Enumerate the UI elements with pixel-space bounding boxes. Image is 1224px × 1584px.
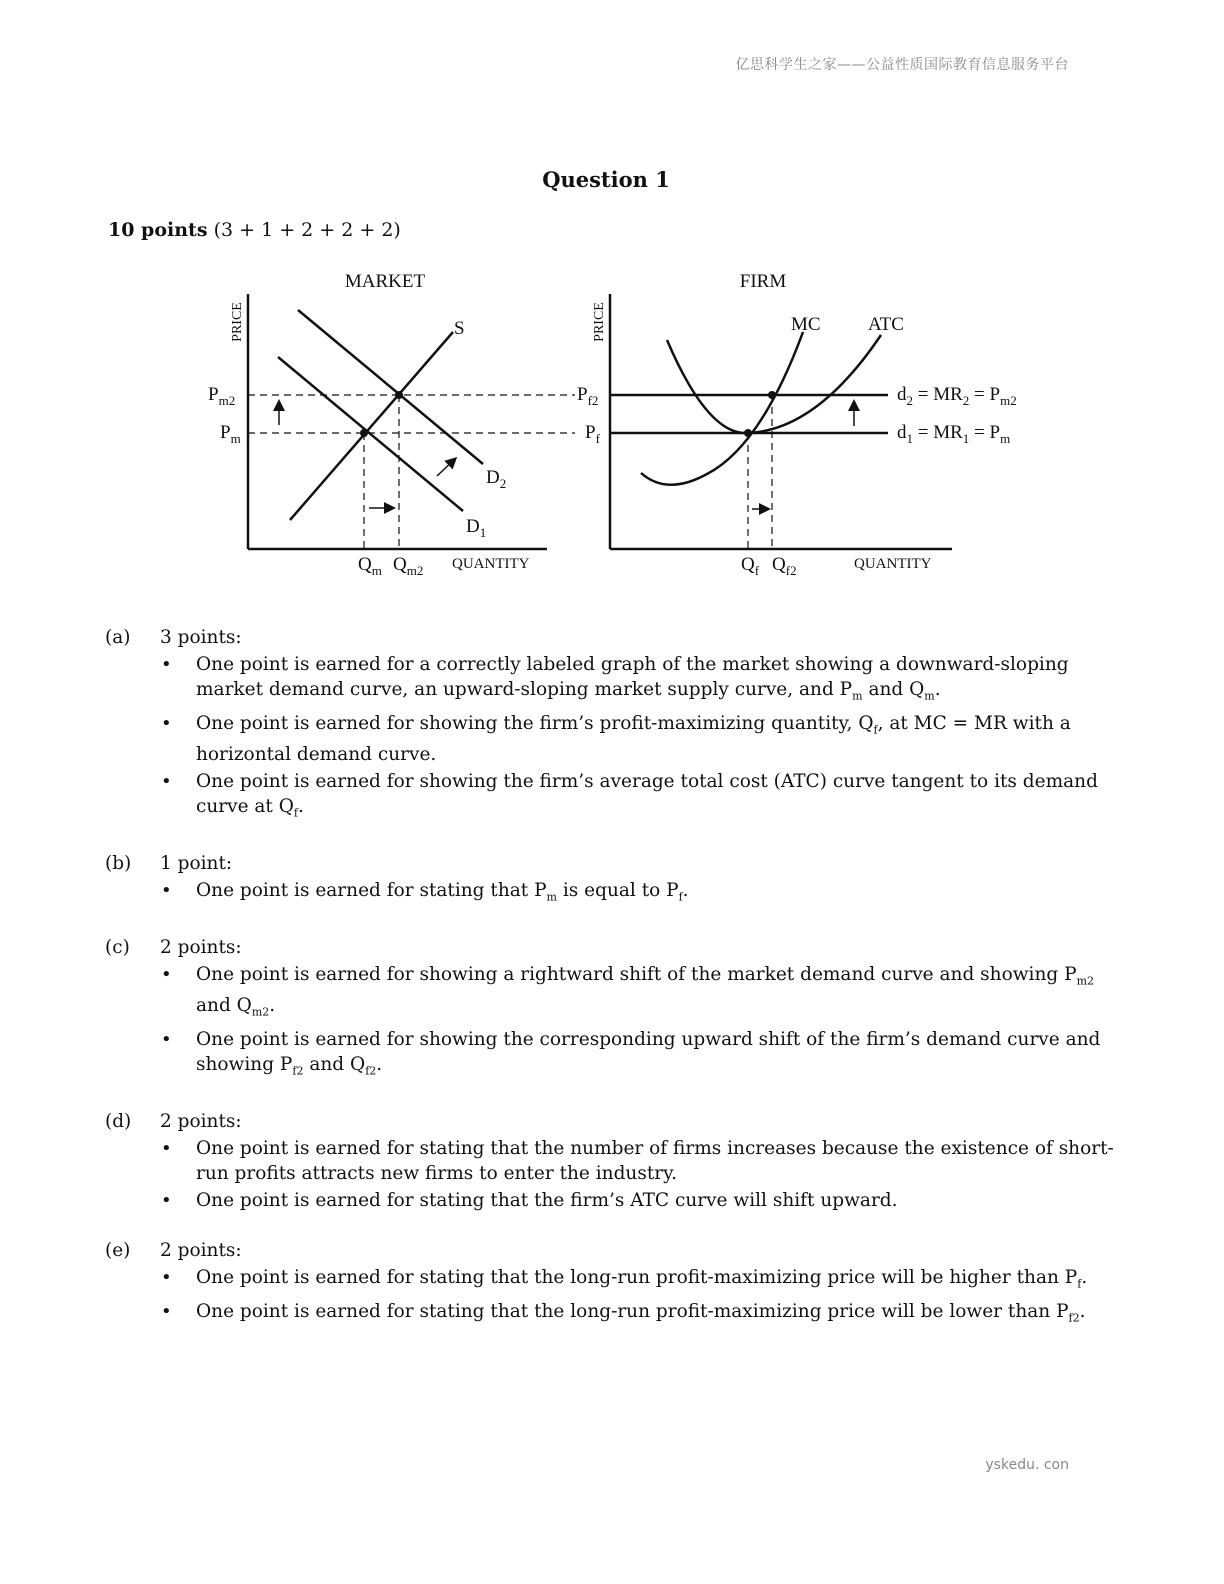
part-letter: (a) [105, 627, 131, 648]
part-letter: (e) [105, 1239, 131, 1261]
firm-pf2-label: $P_{f2}$ [577, 384, 599, 408]
bullet-item [105, 711, 1115, 768]
part-c [105, 935, 1115, 1084]
market-firm-figure [195, 260, 1075, 600]
bullet-text: is equal to P [556, 880, 679, 902]
firm-qf2-label: $Q_{f2}$ [772, 554, 797, 578]
market-pm-label: $P_m$ [220, 422, 241, 446]
subscript: f [1077, 1277, 1082, 1291]
firm-d2-label: $d_2 = MR_2 = P_{m2}$ [897, 384, 1017, 408]
market-qm-label: $Q_m$ [358, 554, 382, 578]
bullet-item [105, 1136, 1115, 1186]
site-header-text: 亿思科学生之家——公益性质国际教育信息服务平台 [735, 57, 1069, 73]
subscript: f [293, 807, 298, 821]
bullet-dot: • [161, 963, 172, 985]
firm-title: FIRM [739, 271, 787, 292]
bullet-dot: • [161, 654, 172, 675]
part-b [105, 851, 1115, 910]
market-demand-shift-arrow [437, 459, 455, 476]
bullet-text: One point is earned for stating that the number of firms increases because the existence of short-run profits attracts new firms to enter the industry. [196, 1137, 1114, 1184]
firm-eq-point-2 [768, 391, 776, 399]
bullet-dot: • [161, 1266, 172, 1288]
part-letter: (d) [105, 1110, 132, 1132]
firm-mc-curve [641, 332, 803, 485]
bullet-text: . [682, 880, 689, 902]
points-summary [108, 219, 401, 241]
bullet-text: One point is earned for stating that P [196, 880, 547, 902]
bullet-text: , at MC = MR with a horizontal demand curve. [196, 712, 1071, 766]
bullet-text: One point is earned for stating that the long-run profit-maximizing price will be lower than P [196, 1300, 1069, 1322]
bullet-list [105, 1136, 1115, 1213]
market-supply-curve [290, 332, 453, 520]
bullet-dot: • [161, 880, 172, 902]
bullet-dot: • [161, 712, 172, 734]
bullet-item [105, 1188, 1115, 1213]
bullet-list [105, 878, 1115, 910]
bullet-item [105, 1299, 1115, 1331]
part-points-heading: 2 points: [160, 1110, 242, 1132]
subscript: m [546, 890, 557, 904]
subscript: f [678, 890, 683, 904]
part-e [105, 1238, 1115, 1330]
part-points-heading: 2 points: [160, 1239, 242, 1261]
market-pm2-label: $P_{m2}$ [208, 384, 236, 408]
bullet-text: One point is earned for a correctly labeled graph of the market showing a downward-sloping market demand curve, an upward-sloping market supply curve, and P [196, 654, 1069, 700]
bullet-item [105, 1265, 1115, 1297]
bullet-text: and Q [862, 679, 925, 700]
market-eq-point-2 [395, 391, 403, 399]
market-d1-label: $D_1$ [466, 516, 487, 540]
market-s-label: S [454, 318, 465, 339]
subscript: f2 [1068, 1311, 1080, 1325]
bullet-text: . [269, 995, 276, 1017]
firm-atc-curve [667, 335, 881, 433]
bullet-item [105, 769, 1115, 826]
bullet-list [105, 652, 1115, 826]
part-d [105, 1109, 1115, 1213]
market-d2-label: $D_2$ [486, 467, 507, 491]
firm-price-axis-label: PRICE [592, 302, 607, 342]
bullet-text: and Q [303, 1054, 366, 1076]
bullet-dot: • [161, 1189, 172, 1211]
part-points-heading: 3 points: [160, 627, 242, 648]
subscript: m [924, 689, 935, 703]
firm-mc-label: MC [791, 314, 821, 335]
subscript: f2 [365, 1064, 377, 1078]
subscript: m2 [251, 1006, 270, 1020]
site-footer-text: yskedu. con [985, 1457, 1069, 1473]
bullet-text: One point is earned for stating that the firm’s ATC curve will shift upward. [196, 1189, 898, 1211]
question-title: Question 1 [542, 167, 670, 192]
subscript: m [852, 689, 863, 703]
market-price-axis-label: PRICE [230, 302, 245, 342]
scoring-parts [105, 625, 1115, 1355]
bullet-text: and Q [196, 995, 252, 1017]
bullet-item [105, 652, 1115, 709]
firm-quantity-axis-label: QUANTITY [854, 556, 932, 572]
points-total: 10 points [108, 219, 208, 241]
bullet-text: One point is earned for stating that the long-run profit-maximizing price will be higher than P [196, 1266, 1078, 1288]
bullet-dot: • [161, 771, 172, 793]
market-demand-d1 [278, 357, 463, 511]
market-title: MARKET [344, 271, 426, 292]
market-quantity-axis-label: QUANTITY [452, 556, 530, 572]
bullet-text: . [934, 679, 941, 700]
bullet-dot: • [161, 1029, 172, 1051]
subscript: f [873, 723, 878, 737]
part-letter: (b) [105, 853, 132, 875]
part-a [105, 625, 1115, 826]
bullet-dot: • [161, 1300, 172, 1322]
bullet-text: One point is earned for showing the firm’s profit-maximizing quantity, Q [196, 712, 874, 734]
bullet-list [105, 962, 1115, 1084]
subscript: f2 [292, 1064, 304, 1078]
bullet-list [105, 1265, 1115, 1330]
bullet-text: . [298, 796, 304, 818]
bullet-text: One point is earned for showing the corresponding upward shift of the firm’s demand curve and showing P [196, 1029, 1101, 1076]
bullet-dot: • [161, 1137, 172, 1159]
part-points-heading: 2 points: [160, 936, 242, 958]
points-breakdown: (3 + 1 + 2 + 2 + 2) [213, 219, 401, 241]
subscript: m2 [1076, 974, 1094, 988]
part-letter: (c) [105, 936, 130, 958]
bullet-text: . [1081, 1266, 1088, 1288]
part-points-heading: 1 point: [160, 853, 233, 875]
figure-svg [195, 260, 1075, 600]
bullet-item [105, 962, 1115, 1025]
bullet-item [105, 1027, 1115, 1084]
market-qm2-label: $Q_{m2}$ [393, 554, 424, 578]
firm-qf-label: $Q_f$ [741, 554, 760, 578]
bullet-item [105, 878, 1115, 910]
market-eq-point-1 [360, 429, 368, 437]
firm-atc-label: ATC [868, 314, 904, 335]
bullet-text: . [1079, 1300, 1086, 1322]
firm-d1-label: $d_1 = MR_1 = P_m$ [897, 422, 1011, 446]
bullet-text: . [376, 1054, 383, 1076]
firm-pf-label: $P_f$ [585, 422, 600, 446]
bullet-text: One point is earned for showing the firm’s average total cost (ATC) curve tangent to its demand curve at Q [196, 771, 1098, 818]
bullet-text: One point is earned for showing a rightward shift of the market demand curve and showing P [196, 963, 1077, 985]
firm-eq-point-1 [744, 429, 752, 437]
